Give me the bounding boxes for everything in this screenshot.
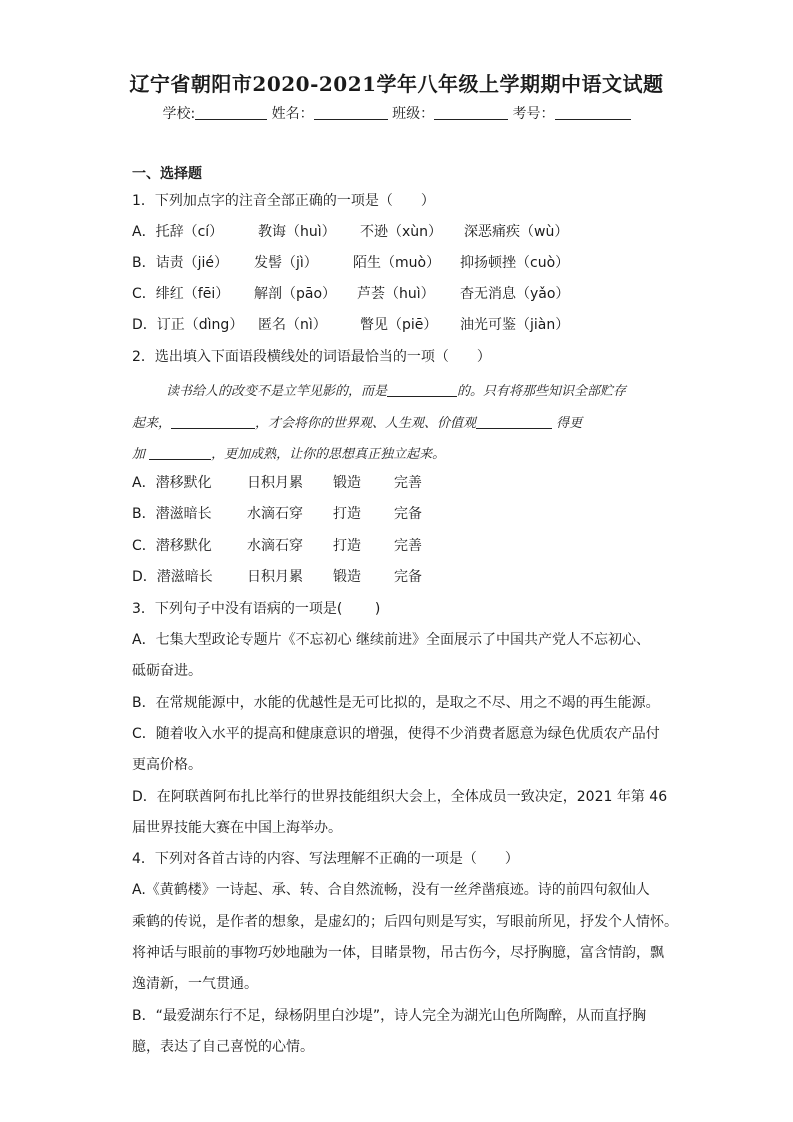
q2-option-c-4: 完善 bbox=[394, 538, 422, 554]
q4-option-a-line-4: 逸清新，一气贯通。 bbox=[132, 976, 258, 992]
q2-option-a-1: A．潜移默化 bbox=[132, 475, 212, 491]
q1-option-c-3: 芦荟（huì） bbox=[357, 286, 435, 302]
q2-option-a-2: 日积月累 bbox=[247, 475, 303, 491]
q2-option-d-3: 锻造 bbox=[333, 569, 361, 585]
q1-option-b-1: B．诘责（jié） bbox=[132, 255, 228, 271]
q2-option-b-2: 水滴石穿 bbox=[247, 506, 303, 522]
q3-option-d-line-2: 届世界技能大赛在中国上海举办。 bbox=[132, 820, 342, 836]
q1-option-b-3: 陌生（muò） bbox=[353, 255, 441, 271]
q2-passage-line-2: 起来， ，才会将你的世界观、人生观、价值观 得更 bbox=[132, 416, 583, 431]
q2-stem: 2．选出填入下面语段横线处的词语最恰当的一项（ ） bbox=[132, 349, 491, 365]
q1-option-a-2: 教诲（huì） bbox=[258, 224, 336, 240]
q4-option-a-line-2: 乘鹤的传说，是作者的想象，是虚幻的；后四句则是写实，写眼前所见，抒发个人情怀。 bbox=[132, 914, 678, 930]
q2-passage-line-3: 加 ，更加成熟，让你的思想真正独立起来。 bbox=[132, 447, 446, 462]
q2-blank-2[interactable] bbox=[171, 415, 255, 429]
q3-option-b: B．在常规能源中，水能的优越性是无可比拟的，是取之不尽、用之不竭的再生能源。 bbox=[132, 695, 660, 711]
q1-option-c-4: 杳无消息（yǎo） bbox=[460, 286, 570, 302]
q4-stem: 4．下列对各首古诗的内容、写法理解不正确的一项是（ ） bbox=[132, 851, 519, 867]
q1-option-b-4: 抑扬顿挫（cuò） bbox=[460, 255, 570, 271]
q2-option-b-1: B．潜滋暗长 bbox=[132, 506, 212, 522]
q2-option-b-3: 打造 bbox=[333, 506, 361, 522]
q1-option-c-1: C．绯红（fēi） bbox=[132, 286, 230, 302]
name-label: 姓名： bbox=[271, 106, 314, 122]
q1-option-d-2: 匿名（nì） bbox=[258, 317, 327, 333]
class-blank[interactable] bbox=[434, 105, 508, 120]
q2-blank-4[interactable] bbox=[149, 446, 211, 460]
q1-option-d-3: 瞥见（piē） bbox=[360, 317, 438, 333]
q2-blank-3[interactable] bbox=[476, 415, 552, 429]
q4-option-b-line-2: 臆，表达了自己喜悦的心情。 bbox=[132, 1039, 314, 1055]
q2-option-c-2: 水滴石穿 bbox=[247, 538, 303, 554]
student-info-line bbox=[0, 103, 793, 123]
q3-stem: 3．下列句子中没有语病的一项是( ) bbox=[132, 601, 381, 617]
section-heading: 一、选择题 bbox=[132, 166, 202, 182]
q1-option-d-1: D．订正（dìng） bbox=[132, 317, 244, 333]
q4-option-a-line-3: 将神话与眼前的事物巧妙地融为一体，目睹景物，吊古伤今，尽抒胸臆，富含情韵，飘 bbox=[132, 945, 664, 961]
q1-option-b-2: 发髻（jì） bbox=[254, 255, 318, 271]
q2-option-c-3: 打造 bbox=[333, 538, 361, 554]
q1-option-a-1: A．托辞（cí） bbox=[132, 224, 224, 240]
class-label: 班级： bbox=[392, 106, 435, 122]
exam-title: 辽宁省朝阳市2020-2021学年八年级上学期期中语文试题 bbox=[129, 72, 664, 96]
number-label: 考号： bbox=[512, 106, 555, 122]
q3-option-d-line-1: D．在阿联酋阿布扎比举行的世界技能组织大会上，全体成员一致决定，2021 年第 46 bbox=[132, 789, 668, 805]
q2-option-d-2: 日积月累 bbox=[247, 569, 303, 585]
q3-option-a-line-2: 砥砺奋进。 bbox=[132, 663, 202, 679]
q2-passage-line-1: 读书给人的改变不是立竿见影的，而是 的。只有将那些知识全部贮存 bbox=[166, 384, 627, 399]
q1-option-d-4: 油光可鉴（jiàn） bbox=[460, 317, 570, 333]
number-blank[interactable] bbox=[555, 105, 631, 120]
q4-option-b-line-1: B．“最爱湖东行不足，绿杨阴里白沙堤”，诗人完全为湖光山色所陶醉，从而直抒胸 bbox=[132, 1008, 647, 1024]
q1-option-a-3: 不逊（xùn） bbox=[360, 224, 443, 240]
q2-blank-1[interactable] bbox=[387, 383, 457, 397]
q1-option-c-2: 解剖（pāo） bbox=[254, 286, 337, 302]
q3-option-c-line-2: 更高价格。 bbox=[132, 757, 202, 773]
q2-option-a-3: 锻造 bbox=[333, 475, 361, 491]
q3-option-a-line-1: A．七集大型政论专题片《不忘初心 继续前进》全面展示了中国共产党人不忘初心、 bbox=[132, 632, 651, 648]
q2-option-c-1: C．潜移默化 bbox=[132, 538, 212, 554]
school-blank[interactable] bbox=[195, 105, 267, 120]
q1-option-a-4: 深恶痛疾（wù） bbox=[464, 224, 569, 240]
q1-stem: 1．下列加点字的注音全部正确的一项是（ ） bbox=[132, 193, 435, 209]
q4-option-a-line-1: A.《黄鹤楼》一诗起、承、转、合自然流畅，没有一丝斧凿痕迹。诗的前四句叙仙人 bbox=[132, 882, 650, 898]
q2-option-d-1: D．潜滋暗长 bbox=[132, 569, 213, 585]
name-blank[interactable] bbox=[314, 105, 388, 120]
q2-option-d-4: 完备 bbox=[394, 569, 422, 585]
q2-option-a-4: 完善 bbox=[394, 475, 422, 491]
school-label: 学校: bbox=[162, 106, 196, 122]
q3-option-c-line-1: C．随着收入水平的提高和健康意识的增强，使得不少消费者愿意为绿色优质农产品付 bbox=[132, 726, 660, 742]
q2-option-b-4: 完备 bbox=[394, 506, 422, 522]
